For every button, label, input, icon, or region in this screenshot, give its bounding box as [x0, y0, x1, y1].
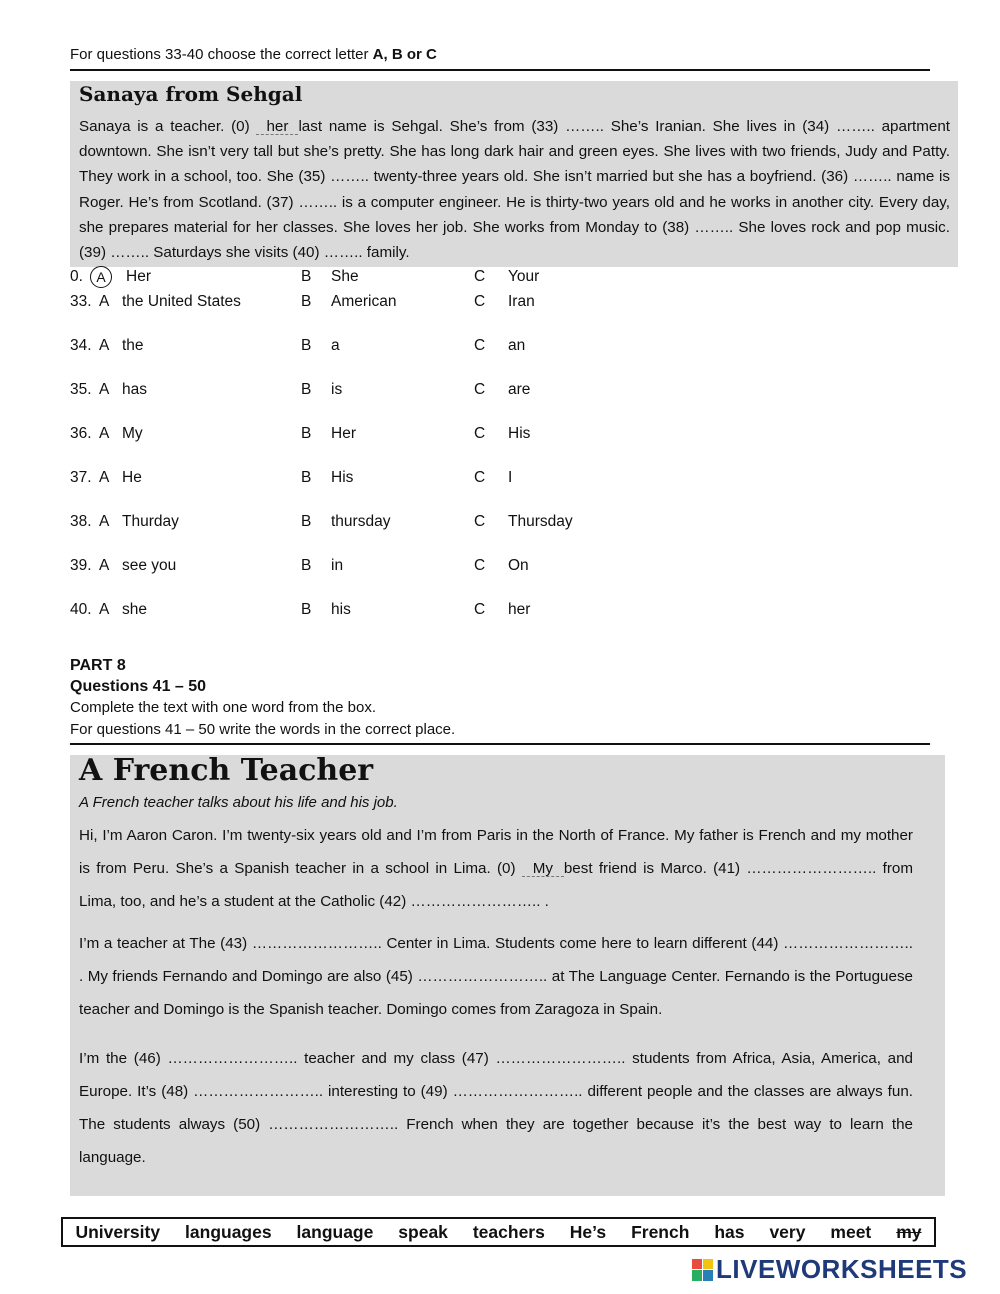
word-language: language	[296, 1221, 374, 1242]
option-c-text: On	[508, 557, 529, 574]
instruction-text: For questions 33-40 choose the correct letter	[70, 46, 373, 63]
option-b-letter: B	[301, 337, 312, 354]
option-c-letter: C	[474, 337, 486, 354]
option-c-text: I	[508, 469, 513, 486]
option-a-letter: A	[99, 381, 110, 398]
word-box	[61, 1217, 936, 1247]
part8-instruction-1: Complete the text with one word from the box.	[70, 699, 376, 716]
option-a-letter: A	[99, 557, 110, 574]
word-my-used: my	[896, 1221, 922, 1242]
reading-title-french: A French Teacher	[79, 753, 374, 788]
option-a-text: Thurday	[122, 513, 179, 530]
option-c-text: Thursday	[508, 513, 573, 530]
option-c-letter: C	[474, 513, 486, 530]
french-paragraph-3: I’m the (46) …………………….. teacher and my class (47) …………………….. students from Africa, Asia, America, and Europe. It’s (48) …………………….. interesting to (49) …………………….. different people and the classes are always fun. The students always (50) …………………….. French when they are together because it’s the best way to learn the language.	[79, 1050, 913, 1166]
option-a-letter: A	[99, 293, 110, 310]
option-a-text: the United States	[122, 293, 241, 310]
question-number: 34.	[70, 337, 92, 354]
example-blank-my: My	[522, 861, 564, 877]
option-b-text: in	[331, 557, 344, 574]
part8-title: PART 8	[70, 657, 126, 674]
word-very: very	[769, 1221, 806, 1242]
option-b-letter: B	[301, 469, 312, 486]
option-b-text: She	[331, 268, 359, 285]
option-a-letter-circled	[90, 266, 112, 288]
option-c-text: Your	[508, 268, 540, 285]
option-b-text: is	[331, 381, 343, 398]
reading-box-sanaya	[70, 81, 958, 267]
option-a-letter: A	[99, 337, 110, 354]
word-meet: meet	[830, 1221, 872, 1242]
liveworksheets-logo-icon	[692, 1259, 712, 1281]
option-a-text: He	[122, 469, 142, 486]
option-b-letter: B	[301, 601, 312, 618]
instruction-letters: A, B or C	[372, 46, 437, 63]
question-number: 36.	[70, 425, 92, 442]
liveworksheets-logo	[692, 1254, 967, 1285]
option-c-letter: C	[474, 469, 486, 486]
option-b-letter: B	[301, 293, 312, 310]
option-c-letter: C	[474, 381, 486, 398]
question-number: 35.	[70, 381, 92, 398]
option-c-text: are	[508, 381, 531, 398]
question-number: 37.	[70, 469, 92, 486]
reading-title-sanaya: Sanaya from Sehgal	[79, 82, 303, 106]
option-b-letter: B	[301, 425, 312, 442]
option-a-text: see you	[122, 557, 177, 574]
option-c-letter: C	[474, 557, 486, 574]
option-b-letter: B	[301, 513, 312, 530]
option-a-letter: A	[99, 425, 110, 442]
question-number: 33.	[70, 293, 92, 310]
reading-box-french-teacher	[70, 755, 945, 1196]
example-blank-0: her	[256, 119, 298, 135]
option-a-letter: A	[99, 513, 110, 530]
option-c-text: His	[508, 425, 531, 442]
option-a-text: My	[122, 425, 143, 442]
instruction-33-40	[70, 46, 437, 63]
option-b-text: American	[331, 293, 397, 310]
option-a-text: she	[122, 601, 147, 618]
word-hes: He’s	[569, 1221, 607, 1242]
paragraph-start: Sanaya is a teacher. (0)	[79, 118, 257, 135]
option-c-letter: C	[474, 268, 486, 285]
word-french: French	[631, 1221, 690, 1242]
option-a-letter: A	[99, 469, 110, 486]
french-paragraph-1	[79, 819, 913, 918]
p1-start: Hi, I’m Aaron Caron. I’m twenty-six years old and I’m from Paris in the North of France. My father is French and my mother is from Peru. She’s a Spanish teacher in a school in Lima. (0)	[79, 827, 913, 877]
logo-text: LIVEWORKSHEETS	[716, 1254, 968, 1284]
option-c-letter: C	[474, 425, 486, 442]
option-a-text: the	[122, 337, 144, 354]
word-university: University	[75, 1221, 161, 1242]
word-languages: languages	[185, 1221, 272, 1242]
divider-part8	[70, 743, 930, 745]
option-c-text: Iran	[508, 293, 535, 310]
word-teachers: teachers	[472, 1221, 545, 1242]
option-a-letter: A	[99, 601, 110, 618]
question-number: 40.	[70, 601, 92, 618]
option-c-letter: C	[474, 293, 486, 310]
reading-paragraph-sanaya	[79, 114, 950, 265]
option-b-text: thursday	[331, 513, 391, 530]
option-a-text: has	[122, 381, 147, 398]
question-number: 39.	[70, 557, 92, 574]
option-b-letter: B	[301, 381, 312, 398]
question-number: 38.	[70, 513, 92, 530]
part8-subtitle: Questions 41 – 50	[70, 678, 207, 695]
paragraph-rest: last name is Sehgal. She’s from (33) …….. She’s Iranian. She lives in (34) …….. apartment downtown. She isn’t very tall but she’s pretty. She has long dark hair and green eyes. She lives with two friends, Judy and Patty. They work in a school, too. She (35) …….. twenty-three years old. She isn’t married but she has a boyfriend. (36) …….. name is Roger. He’s from Scotland. (37) …….. is a computer engineer. He is thirty-two years old and he works in another city. Every day, she prepares material for her classes. She loves her job. She works from Monday to (38) …….. She loves rock and pop music. (39) …….. Saturdays she visits (40) …….. family.	[79, 118, 950, 262]
option-c-text: an	[508, 337, 526, 354]
part8-instruction-2: For questions 41 – 50 write the words in the correct place.	[70, 721, 456, 738]
option-b-letter: B	[301, 557, 312, 574]
reading-subtitle-french: A French teacher talks about his life and his job.	[79, 794, 398, 811]
option-b-text: a	[331, 337, 340, 354]
option-b-text: Her	[331, 425, 356, 442]
option-b-text: his	[331, 601, 351, 618]
word-speak: speak	[398, 1221, 448, 1242]
option-c-letter: C	[474, 601, 486, 618]
divider-top	[70, 69, 930, 71]
answer-circle: A	[90, 266, 112, 288]
option-b-text: His	[331, 469, 354, 486]
french-paragraph-2: I’m a teacher at The (43) …………………….. Center in Lima. Students come here to learn different (44) …………………….. . My friends Fernando and Domingo are also (45) …………………….. at The Language Center. Fernando is the Portuguese teacher and Domingo is the Spanish teacher. Domingo comes from Zaragoza in Spain.	[79, 935, 913, 1018]
p1-rest: best friend is Marco. (41) …………………….. from Lima, too, and he’s a student at the Catholic (42) …………………….. .	[79, 860, 913, 910]
option-a-text: Her	[126, 268, 151, 285]
option-b-letter: B	[301, 268, 312, 285]
option-c-text: her	[508, 601, 531, 618]
word-has: has	[714, 1221, 745, 1242]
question-number: 0.	[70, 268, 83, 285]
